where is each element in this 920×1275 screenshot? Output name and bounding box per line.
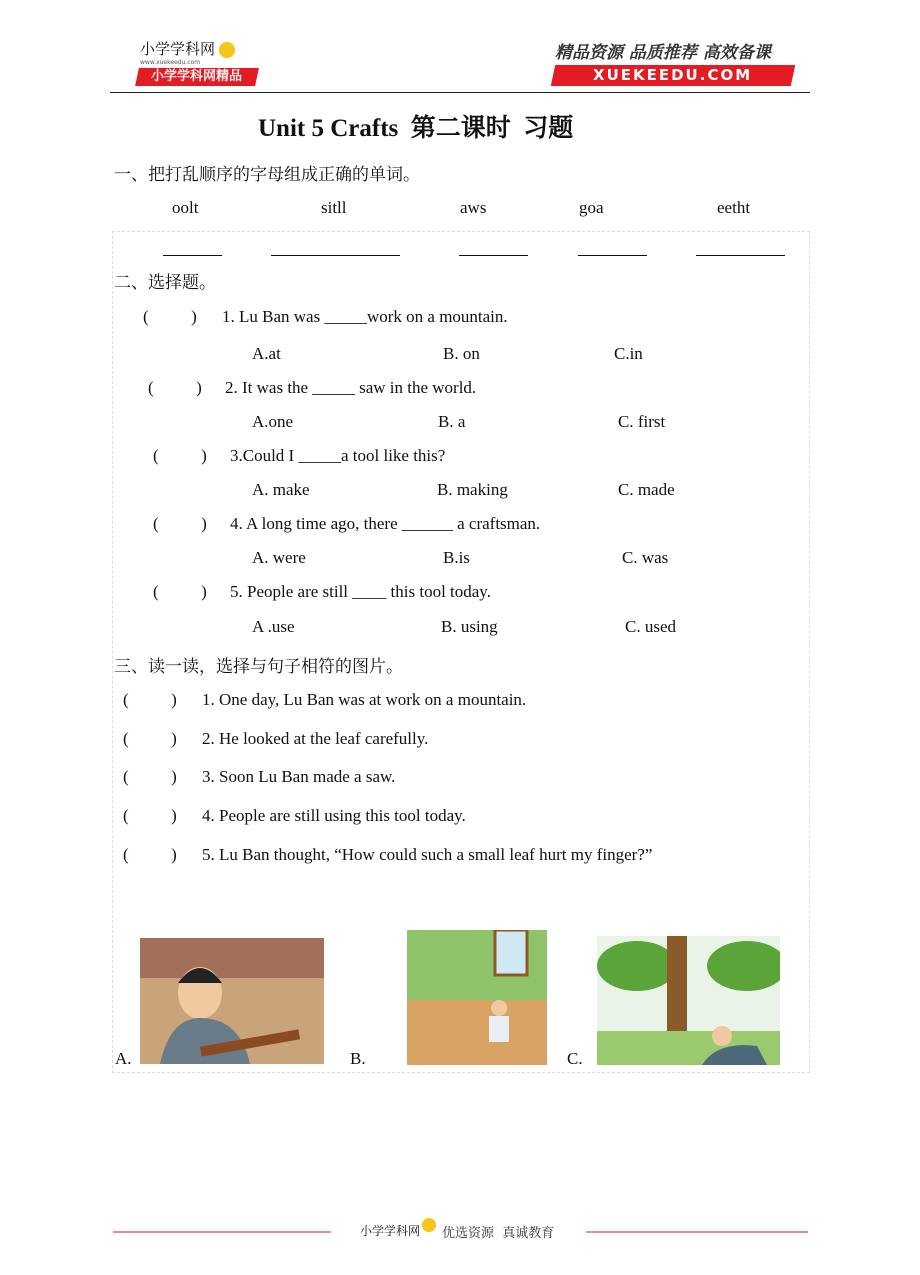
answer-paren[interactable]: ( ) xyxy=(153,582,207,601)
picture-c-leaf-cut-finger xyxy=(597,936,780,1065)
option-a: A. were xyxy=(252,548,306,567)
option-b: B. making xyxy=(437,480,508,499)
picture-label-a: A. xyxy=(115,1049,132,1068)
scrambled-word: goa xyxy=(579,198,604,217)
answer-paren[interactable]: ( ) xyxy=(123,767,177,786)
right-banner: XUEKEEDU.COM xyxy=(551,65,795,86)
sentence-text: 5. Lu Ban thought, “How could such a small leaf hurt my finger?” xyxy=(202,845,653,864)
answer-paren[interactable]: ( ) xyxy=(123,845,177,864)
sentence-text: 2. He looked at the leaf carefully. xyxy=(202,729,429,748)
option-a: A. make xyxy=(252,480,310,499)
answer-blank[interactable] xyxy=(578,255,647,256)
answer-paren[interactable]: ( ) xyxy=(123,729,177,748)
question-text: 4. A long time ago, there ______ a craftsman. xyxy=(230,514,541,533)
page-title: Unit 5 Crafts 第二课时 习题 xyxy=(258,115,574,142)
logo-mascot-icon xyxy=(219,42,235,58)
option-c: C. first xyxy=(618,412,666,431)
option-b: B.is xyxy=(443,548,470,567)
picture-b-sawing-wood xyxy=(407,930,547,1065)
option-c: C. was xyxy=(622,548,669,567)
logo-url: www.xuekeedu.com xyxy=(140,59,201,66)
footer-mascot-icon xyxy=(422,1218,436,1232)
scrambled-word: oolt xyxy=(172,198,199,217)
answer-blank[interactable] xyxy=(163,255,222,256)
question-text: 5. People are still ____ this tool today. xyxy=(230,582,491,601)
section1-heading: 一、把打乱顺序的字母组成正确的单词。 xyxy=(114,165,420,185)
section2-heading: 二、选择题。 xyxy=(114,273,216,293)
question-text: 2. It was the _____ saw in the world. xyxy=(225,378,477,397)
footer-slogan: 优选资源 真诚教育 xyxy=(442,1226,555,1241)
option-a: A.at xyxy=(252,344,281,363)
picture-a-luban-carving xyxy=(140,938,324,1064)
answer-paren[interactable]: ( ) xyxy=(148,378,202,397)
answer-blank[interactable] xyxy=(271,255,400,256)
header-slogan: 精品资源 品质推荐 高效备课 xyxy=(555,43,771,63)
footer-logo: 小学学科网 xyxy=(360,1224,421,1238)
option-b: B. using xyxy=(441,617,498,636)
site-logo xyxy=(140,38,235,66)
answer-blank[interactable] xyxy=(459,255,528,256)
answer-paren[interactable]: ( ) xyxy=(153,514,207,533)
option-a: A.one xyxy=(252,412,294,431)
answer-paren[interactable]: ( ) xyxy=(153,446,207,465)
logo-text: 小学学科网 xyxy=(140,40,216,58)
scrambled-word: sitll xyxy=(321,198,347,217)
footer-line-left xyxy=(113,1231,331,1233)
sentence-text: 4. People are still using this tool today. xyxy=(202,806,466,825)
left-banner: 小学学科网精品 xyxy=(135,68,259,86)
scrambled-word: aws xyxy=(460,198,487,217)
option-a: A .use xyxy=(252,617,295,636)
sentence-text: 3. Soon Lu Ban made a saw. xyxy=(202,767,396,786)
option-c: C.in xyxy=(614,344,643,363)
sentence-text: 1. One day, Lu Ban was at work on a mountain. xyxy=(202,690,527,709)
picture-label-c: C. xyxy=(567,1049,583,1068)
section3-heading: 三、读一读，选择与句子相符的图片。 xyxy=(114,657,403,677)
picture-label-b: B. xyxy=(350,1049,366,1068)
header-divider xyxy=(110,92,810,93)
answer-blank[interactable] xyxy=(696,255,785,256)
option-b: B. a xyxy=(438,412,466,431)
question-text: 3.Could I _____a tool like this? xyxy=(230,446,446,465)
option-c: C. used xyxy=(625,617,676,636)
answer-paren[interactable]: ( ) xyxy=(123,806,177,825)
option-b: B. on xyxy=(443,344,480,363)
answer-paren[interactable]: ( ) xyxy=(143,307,197,326)
option-c: C. made xyxy=(618,480,675,499)
answer-paren[interactable]: ( ) xyxy=(123,690,177,709)
footer-line-right xyxy=(586,1231,808,1233)
question-text: 1. Lu Ban was _____work on a mountain. xyxy=(222,307,508,326)
scrambled-word: eetht xyxy=(717,198,751,217)
